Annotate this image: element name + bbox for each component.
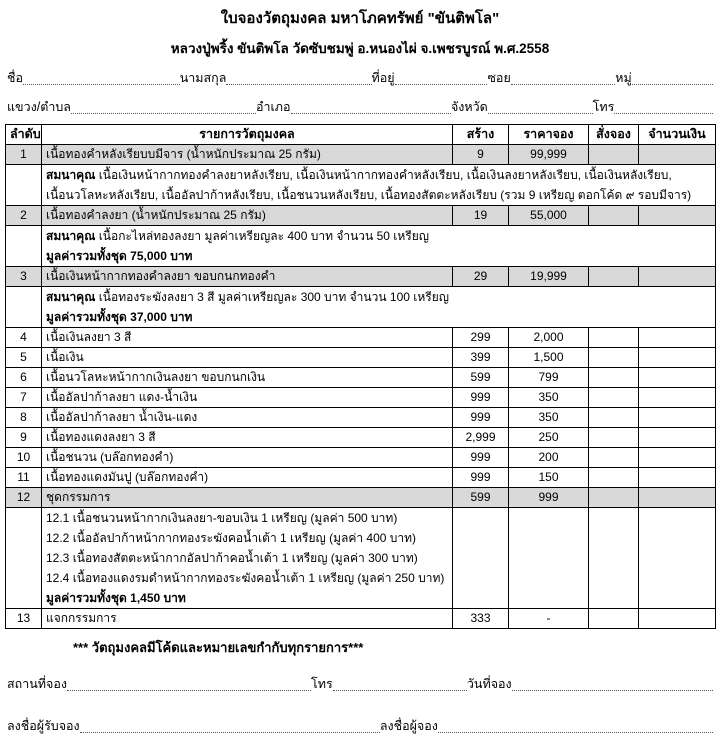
district-field[interactable] (291, 113, 451, 114)
cell-no: 8 (6, 408, 42, 428)
cell-item: เนื้อทองแดงมันปู (บล๊อกทองคำ) (42, 468, 453, 488)
cell-amount-input[interactable] (639, 609, 716, 629)
name-label: ชื่อ (7, 71, 23, 85)
bonus-prefix: สมนาคุณ (46, 229, 96, 243)
soi-label: ซอย (487, 71, 511, 85)
cell-item: เนื้อเงินลงยา 3 สี (42, 328, 453, 348)
bonus-total: มูลค่ารวมทั้งชุด 37,000 บาท (46, 310, 193, 324)
header-made: สร้าง (453, 125, 509, 145)
cell-order-input[interactable] (589, 408, 639, 428)
cell-made: 999 (453, 388, 509, 408)
cell-order-input[interactable] (589, 508, 639, 609)
cell-price: - (509, 609, 589, 629)
bonus-note-row (6, 226, 716, 267)
header-item: รายการวัตถุมงคล (42, 125, 453, 145)
cell-item: เนื้อทองคำหลังเรียบบมีจาร (น้ำหนักประมาณ 25 กรัม) (42, 145, 453, 165)
cell-order-input[interactable] (589, 206, 639, 226)
cell-item: แจกกรรมการ (42, 609, 453, 629)
cell-no: 2 (6, 206, 42, 226)
place-field[interactable] (67, 690, 311, 691)
cell-made: 9 (453, 145, 509, 165)
cell-amount-input[interactable] (639, 448, 716, 468)
date-label: วันที่จอง (466, 677, 512, 691)
committee-set-detail-row (6, 508, 716, 609)
cell-price: 250 (509, 428, 589, 448)
cell-no: 11 (6, 468, 42, 488)
address-label: ที่อยู่ (371, 71, 395, 85)
cell-made: 599 (453, 488, 509, 508)
bonus-text: เนื้อทองระฆังลงยา 3 สี มูลค่าเหรียญละ 300 บาท จำนวน 100 เหรียญ (98, 290, 449, 304)
cell-made: 19 (453, 206, 509, 226)
cell-made: 29 (453, 267, 509, 287)
committee-set-item: 12.2 เนื้ออัลปาก้าหน้ากากทองระฆังคอน้ำเต้า 1 เหรียญ (มูลค่า 400 บาท) (46, 531, 417, 545)
name-field[interactable] (23, 84, 180, 85)
cell-price: 55,000 (509, 206, 589, 226)
table-row (6, 145, 716, 165)
cell-item: เนื้ออัลปาก้าลงยา แดง-น้ำเงิน (42, 388, 453, 408)
bonus-note-row (6, 287, 716, 328)
orderer-sign-field[interactable] (438, 732, 713, 733)
cell-price: 99,999 (509, 145, 589, 165)
cell-order-input[interactable] (589, 368, 639, 388)
cell-no: 7 (6, 388, 42, 408)
table-row (6, 448, 716, 468)
cell-amount-input[interactable] (639, 508, 716, 609)
cell-amount-input[interactable] (639, 206, 716, 226)
cell-no-empty (6, 287, 42, 328)
cell-price: 350 (509, 408, 589, 428)
cell-no: 4 (6, 328, 42, 348)
cell-order-input[interactable] (589, 488, 639, 508)
cell-order-input[interactable] (589, 328, 639, 348)
cell-amount-input[interactable] (639, 468, 716, 488)
cell-no: 12 (6, 488, 42, 508)
cell-order-input[interactable] (589, 448, 639, 468)
committee-set-item: 12.1 เนื้อชนวนหน้ากากเงินลงยา-ขอบเงิน 1 เหรียญ (มูลค่า 500 บาท) (46, 511, 398, 525)
cell-made: 299 (453, 328, 509, 348)
bonus-note-1 (42, 165, 716, 206)
cell-price: 350 (509, 388, 589, 408)
cell-made: 599 (453, 368, 509, 388)
table-row (6, 206, 716, 226)
cell-price: 150 (509, 468, 589, 488)
cell-price: 200 (509, 448, 589, 468)
committee-set-total: มูลค่ารวมทั้งชุด 1,450 บาท (46, 591, 186, 605)
table-row (6, 267, 716, 287)
cell-made: 399 (453, 348, 509, 368)
code-note: *** วัตถุมงคลมีโค้ดและหมายเลขกำกับทุกรายการ*** (73, 640, 364, 655)
bonus-total: มูลค่ารวมทั้งชุด 75,000 บาท (46, 249, 193, 263)
address-field[interactable] (395, 84, 488, 85)
bonus-note-3 (42, 287, 716, 328)
table-row (6, 368, 716, 388)
cell-item: เนื้ออัลปาก้าลงยา น้ำเงิน-แดง (42, 408, 453, 428)
form-line-location (7, 97, 713, 117)
cell-amount-input[interactable] (639, 488, 716, 508)
surname-field[interactable] (226, 84, 371, 85)
table-row (6, 488, 716, 508)
bonus-text-2: เนื้อนวโลหะหลังเรียบ, เนื้ออัลปาก้าหลังเรียบ, เนื้อชนวนหลังเรียบ, เนื้อทองสัตตะหลังเรียบ (รวม 9 เหรียญ ตอกโค้ด ๙ รอบมีจาร) (46, 188, 692, 202)
cell-item: เนื้อเงิน (42, 348, 453, 368)
cell-no: 3 (6, 267, 42, 287)
subdistrict-field[interactable] (71, 113, 256, 114)
cell-order-input[interactable] (589, 145, 639, 165)
bonus-prefix: สมนาคุณ (46, 290, 96, 304)
surname-label: นามสกุล (179, 71, 227, 85)
cell-price: 1,500 (509, 348, 589, 368)
cell-order-input[interactable] (589, 348, 639, 368)
bonus-note-row (6, 165, 716, 206)
cell-made: 999 (453, 468, 509, 488)
cell-order-input[interactable] (589, 388, 639, 408)
phone-field[interactable] (614, 113, 713, 114)
header-amount: จำนวนเงิน (639, 125, 716, 145)
cell-price: 999 (509, 488, 589, 508)
province-field[interactable] (488, 113, 593, 114)
table-row (6, 428, 716, 448)
cell-made: 999 (453, 408, 509, 428)
cell-item: ชุดกรรมการ (42, 488, 453, 508)
bonus-prefix: สมนาคุณ (46, 168, 96, 182)
table-row (6, 609, 716, 629)
cell-order-input[interactable] (589, 468, 639, 488)
cell-no-empty (6, 226, 42, 267)
bonus-text: เนื้อเงินหน้ากากทองคำลงยาหลังเรียบ, เนื้อเงินหน้ากากทองคำหลังเรียบ, เนื้อเงินลงยาหลังเรียบ, เนื้อเงินหลังเรียบ, (98, 168, 672, 182)
cell-no: 10 (6, 448, 42, 468)
receiver-sign-label: ลงชื่อผู้รับจอง (7, 719, 80, 733)
cell-made: 999 (453, 448, 509, 468)
form-line-identity (7, 68, 713, 88)
district-label: อำเภอ (256, 100, 291, 114)
moo-field[interactable] (632, 84, 713, 85)
cell-order-input[interactable] (589, 609, 639, 629)
phone-label: โทร (592, 100, 615, 114)
committee-set-item: 12.4 เนื้อทองแดงรมดำหน้ากากทองระฆังคอน้ำเต้า 1 เหรียญ (มูลค่า 250 บาท) (46, 571, 445, 585)
place-label: สถานที่จอง (7, 677, 67, 691)
subdistrict-label: แขวง/ตำบล (7, 100, 71, 114)
footer-phone-label: โทร (311, 677, 333, 691)
cell-amount-input[interactable] (639, 408, 716, 428)
cell-amount-input[interactable] (639, 145, 716, 165)
table-header-row (6, 125, 716, 145)
cell-amount-input[interactable] (639, 348, 716, 368)
cell-price-empty (509, 508, 589, 609)
cell-no: 9 (6, 428, 42, 448)
cell-amount-input[interactable] (639, 368, 716, 388)
cell-price: 799 (509, 368, 589, 388)
cell-item: เนื้อเงินหน้ากากทองคำลงยา ขอบกนกทองคำ (42, 267, 453, 287)
page-subtitle: หลวงปู่พริ้ง ขันติพโล วัดซับชมพู่ อ.หนองไผ่ จ.เพชรบูรณ์ พ.ศ.2558 (170, 41, 550, 56)
cell-item: เนื้อนวโลหะหน้ากากเงินลงยา ขอบกนกเงิน (42, 368, 453, 388)
header-order: สั่งจอง (589, 125, 639, 145)
cell-made: 333 (453, 609, 509, 629)
page-title: ใบจองวัตถุมงคล มหาโภคทรัพย์ "ขันติพโล" (220, 10, 500, 27)
cell-no: 1 (6, 145, 42, 165)
cell-order-input[interactable] (589, 267, 639, 287)
table-row (6, 408, 716, 428)
cell-item: เนื้อทองคำลงยา (น้ำหนักประมาณ 25 กรัม) (42, 206, 453, 226)
orderer-sign-label: ลงชื่อผู้จอง (379, 719, 438, 733)
bonus-note-2 (42, 226, 716, 267)
header-no: ลำดับ (6, 125, 42, 145)
cell-amount-input[interactable] (639, 328, 716, 348)
header-price: ราคาจอง (509, 125, 589, 145)
cell-no: 5 (6, 348, 42, 368)
cell-amount-input[interactable] (639, 388, 716, 408)
bonus-text: เนื้อกะไหล่ทองลงยา มูลค่าเหรียญละ 400 บาท จำนวน 50 เหรียญ (98, 229, 429, 243)
committee-set-items (42, 508, 453, 609)
committee-set-item: 12.3 เนื้อทองสัตตะหน้ากากอัลปาก้าคอน้ำเต้า 1 เหรียญ (มูลค่า 300 บาท) (46, 551, 418, 565)
cell-price: 2,000 (509, 328, 589, 348)
footer-phone-field[interactable] (333, 690, 467, 691)
cell-made: 2,999 (453, 428, 509, 448)
province-label: จังหวัด (450, 100, 488, 114)
cell-item: เนื้อชนวน (บล๊อกทองคำ) (42, 448, 453, 468)
cell-no-empty (6, 508, 42, 609)
cell-no-empty (6, 165, 42, 206)
amulet-order-table (5, 124, 716, 629)
cell-order-input[interactable] (589, 428, 639, 448)
booking-info-line (7, 674, 713, 694)
cell-price: 19,999 (509, 267, 589, 287)
cell-item: เนื้อทองแดงลงยา 3 สี (42, 428, 453, 448)
soi-field[interactable] (511, 84, 615, 85)
cell-no: 6 (6, 368, 42, 388)
table-row (6, 328, 716, 348)
signature-line (7, 716, 713, 736)
receiver-sign-field[interactable] (80, 732, 380, 733)
moo-label: หมู่ (615, 71, 632, 85)
cell-no: 13 (6, 609, 42, 629)
table-row (6, 348, 716, 368)
date-field[interactable] (512, 690, 713, 691)
cell-made-empty (453, 508, 509, 609)
table-row (6, 468, 716, 488)
cell-amount-input[interactable] (639, 267, 716, 287)
table-row (6, 388, 716, 408)
cell-amount-input[interactable] (639, 428, 716, 448)
